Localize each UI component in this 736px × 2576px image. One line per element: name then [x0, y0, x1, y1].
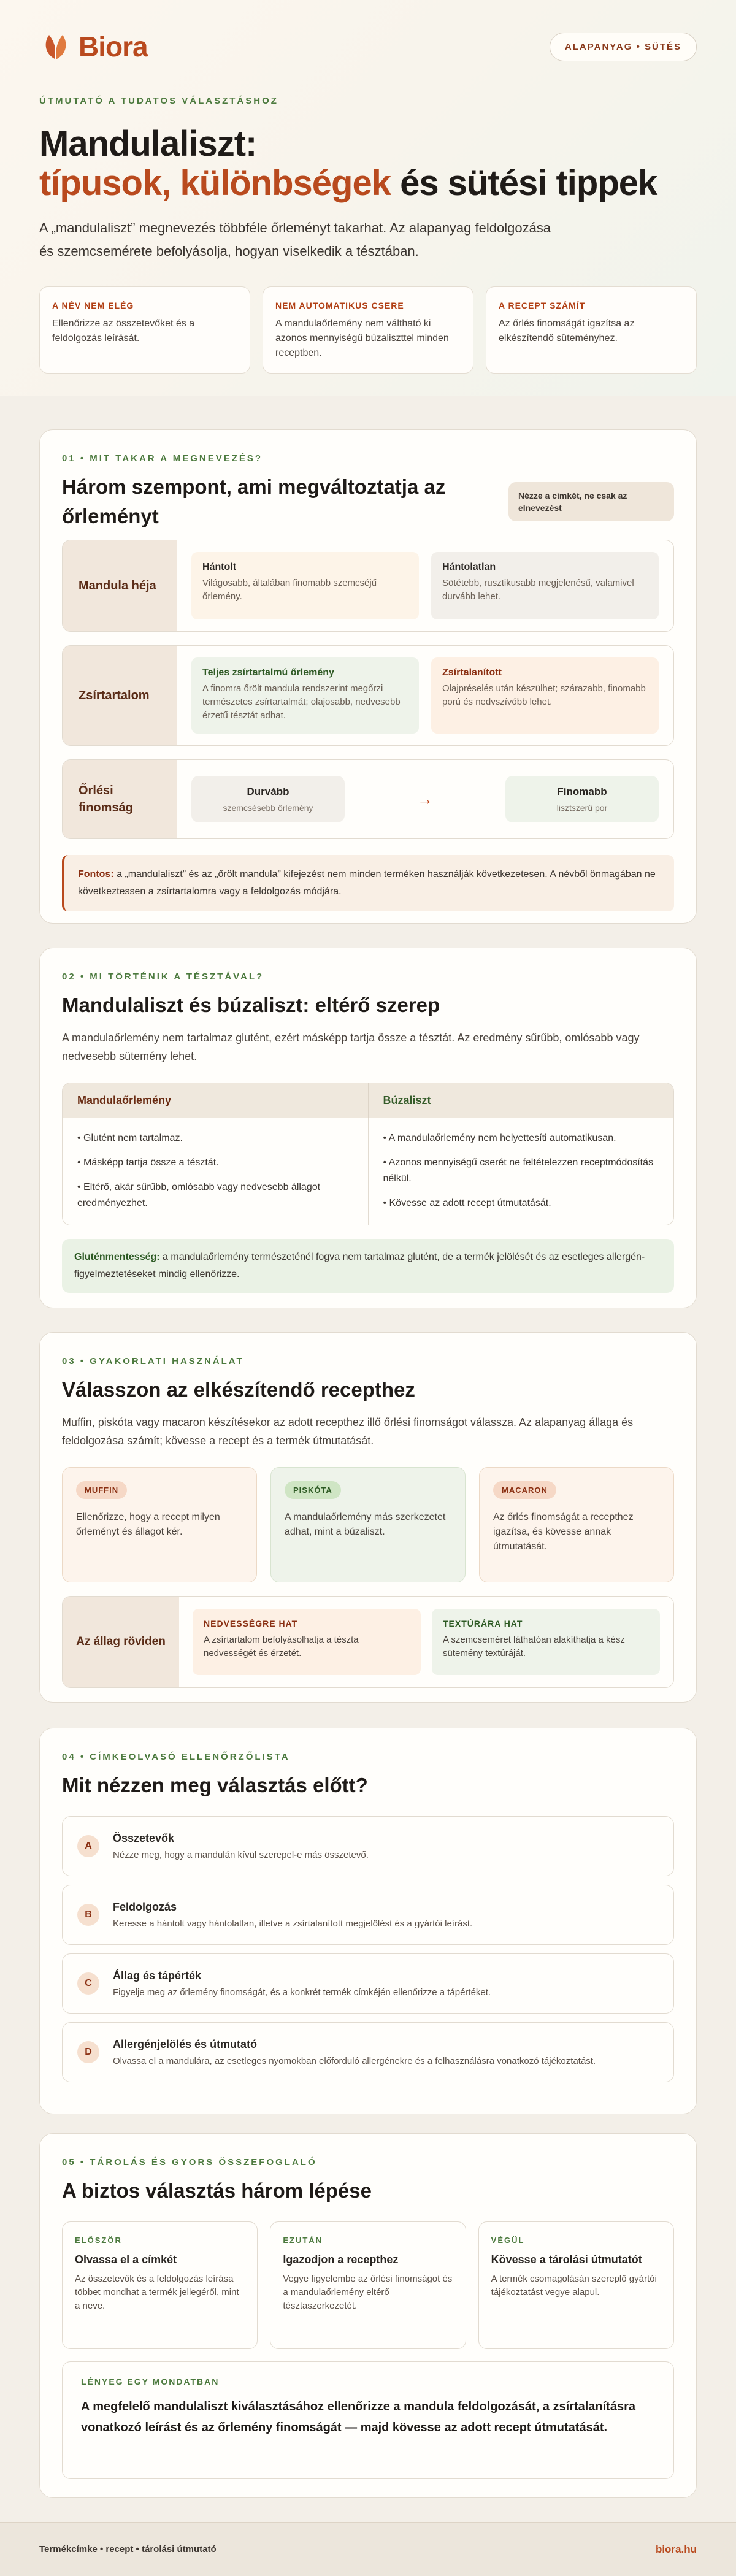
checklist-badge: A: [77, 1835, 99, 1857]
aspect-options: [177, 760, 673, 838]
checklist-desc: Olvassa el a mandulára, az esetleges nyomokban előforduló allergénekre és a felhasználásra vonatkozó tájékoztatást.: [113, 2056, 596, 2066]
checklist-item: [62, 1816, 674, 1876]
important-label: Fontos:: [78, 869, 114, 880]
option-title: Zsírtalanított: [442, 667, 502, 678]
texture-card-title: TEXTÚRÁRA HAT: [443, 1619, 523, 1628]
hero-card-title: A NÉV NEM ELÉG: [52, 301, 134, 310]
gluten-note: [62, 1239, 674, 1293]
texture-summary: [62, 1596, 674, 1688]
aspect-row-grind: [62, 759, 674, 839]
step-title: Igazodjon a recepthez: [283, 2253, 399, 2266]
option-desc: Világosabb, általában finomabb szemcséjű őrlemény.: [202, 578, 377, 602]
checklist: [62, 1816, 674, 2082]
hero-card-desc: Ellenőrizze az összetevőket és a feldolgozás leírását.: [52, 318, 195, 343]
footer: [0, 2522, 736, 2576]
option-card: [191, 657, 419, 734]
texture-card-title: NEDVESSÉGRE HAT: [204, 1619, 298, 1628]
option-desc: Olajpréselés után készülhet; szárazabb, finomabb porú és nedvszívóbb lehet.: [442, 683, 646, 707]
recipe-card-muffin: [62, 1467, 257, 1582]
grind-scale: [191, 776, 659, 822]
page-title: [39, 125, 697, 203]
hero-card: [39, 286, 250, 374]
important-note: [62, 855, 674, 911]
section-checklist: [39, 1728, 697, 2114]
hero-eyebrow: ÚTMUTATÓ A TUDATOS VÁLASZTÁSHOZ: [39, 96, 278, 106]
title-rest: és sütési tippek: [391, 163, 657, 203]
hero-card-desc: Az őrlés finomságát igazítsa az elkészítendő süteményhez.: [499, 318, 635, 343]
hero-card: [486, 286, 697, 374]
logo-link[interactable]: [39, 30, 148, 63]
aspect-label: Zsírtartalom: [63, 646, 177, 745]
section-title: Mit nézzen meg választás előtt?: [62, 1774, 368, 1796]
steps: [62, 2221, 674, 2349]
section-title: Három szempont, ami megváltoztatja az őrleményt: [62, 475, 446, 527]
checklist-desc: Keresse a hántolt vagy hántolatlan, illetve a zsírtalanított megjelölést és a gyártói leírást.: [113, 1919, 473, 1929]
recipe-card-macaron: [479, 1467, 674, 1582]
aspect-options: [177, 540, 673, 631]
list-item: • A mandulaőrlemény nem helyettesíti automatikusan.: [383, 1133, 616, 1143]
gluten-note-text: a mandulaőrlemény természeténél fogva nem tartalmaz glutént, de a termék jelölését és az esetleges allergén-figyelmeztetéseket mindig ellenőrizze.: [74, 1252, 645, 1279]
aspect-row-fat: [62, 645, 674, 746]
recipe-cards: [62, 1467, 674, 1582]
recipe-card-sponge: [270, 1467, 466, 1582]
checklist-title: Összetevők: [113, 1832, 175, 1844]
leaf-icon: [39, 30, 72, 63]
section-title: A biztos választás három lépése: [62, 2179, 372, 2202]
checklist-title: Feldolgozás: [113, 1901, 177, 1913]
list-item: • Kövesse az adott recept útmutatását.: [383, 1198, 551, 1208]
option-card: [431, 552, 659, 619]
arrow-right-icon: →: [417, 789, 433, 808]
comparison-table: [62, 1083, 674, 1225]
recipe-desc: Az őrlés finomságát a recepthez igazítsa, és kövesse annak útmutatását.: [493, 1512, 634, 1552]
grind-fine: [505, 776, 659, 822]
aspect-row-skin: [62, 540, 674, 632]
recipe-desc: Ellenőrizze, hogy a recept milyen őrleményt és állagot kér.: [76, 1512, 220, 1537]
summary-key: LÉNYEG EGY MONDATBAN: [81, 2377, 220, 2386]
gluten-note-label: Gluténmentesség:: [74, 1252, 160, 1262]
title-accent: típusok, különbségek: [39, 163, 391, 203]
hero-lead: A „mandulaliszt” megnevezés többféle őrleményt takarhat. Az alapanyag feldolgozása és szemcsemérete befolyásolja, hogyan viselkedik a tésztában.: [39, 220, 551, 259]
texture-card-desc: A szemcseméret láthatóan alakíthatja a kész sütemény textúráját.: [443, 1635, 625, 1658]
step-title: Kövesse a tárolási útmutatót: [491, 2253, 642, 2266]
texture-cards: [179, 1597, 673, 1687]
step-key: VÉGÜL: [491, 2236, 525, 2245]
option-title: Hántolt: [202, 562, 237, 572]
recipe-tag: MUFFIN: [76, 1481, 127, 1499]
section-summary: [39, 2133, 697, 2498]
checklist-text: [113, 2038, 596, 2066]
summary-text: A megfelelő mandulaliszt kiválasztásához ellenőrizze a mandula feldolgozását, a zsírtalanításra vonatkozó leírást és az őrlemény finomságát — majd kövesse az adott recept útmutatását.: [81, 2400, 635, 2434]
hero-card-desc: A mandulaőrlemény nem váltható ki azonos mennyiségű búzaliszttel minden receptben.: [275, 318, 449, 358]
category-pill[interactable]: ALAPANYAG • SÜTÉS: [550, 33, 697, 61]
section-eyebrow: 05 • TÁROLÁS ÉS GYORS ÖSSZEFOGLALÓ: [62, 2157, 317, 2168]
important-text: a „mandulaliszt” és az „őrölt mandula” kifejezést nem minden terméken használják következetesen. A névből önmagában ne következtessen a zsírtartalomra vagy a feldolgozás módjára.: [78, 869, 656, 897]
recipe-tag: MACARON: [493, 1481, 556, 1499]
aspect-options: [177, 646, 673, 745]
footer-site-link[interactable]: biora.hu: [655, 2543, 697, 2555]
logo-text: Biora: [79, 31, 148, 63]
section-eyebrow: 04 • CÍMKEOLVASÓ ELLENŐRZŐLISTA: [62, 1752, 290, 1762]
recipe-tag: PISKÓTA: [285, 1481, 341, 1499]
texture-card-moisture: [193, 1609, 421, 1675]
topbar: [39, 0, 697, 93]
option-title: Teljes zsírtartalmú őrlemény: [202, 667, 334, 678]
section-title: Válasszon az elkészítendő recepthez: [62, 1378, 415, 1401]
hero-card-title: NEM AUTOMATIKUS CSERE: [275, 301, 404, 310]
step-title: Olvassa el a címkét: [75, 2253, 177, 2266]
checklist-badge: C: [77, 1972, 99, 1995]
option-desc: Sötétebb, rusztikusabb megjelenésű, valamivel durvább lehet.: [442, 578, 634, 602]
section-head: [62, 464, 674, 531]
option-desc: A finomra őrölt mandula rendszerint megőrzi természetes zsírtartalmát; olajosabb, nedvesebb érzetű tésztát adhat.: [202, 683, 401, 721]
hero: [0, 0, 736, 396]
section-eyebrow: 01 • MIT TAKAR A MEGNEVEZÉS?: [62, 453, 263, 464]
section-recipes: [39, 1332, 697, 1703]
option-card: [191, 552, 419, 619]
section-comparison: [39, 948, 697, 1308]
checklist-item: [62, 1885, 674, 1945]
checklist-badge: B: [77, 1904, 99, 1926]
column-header-wheat: Búzaliszt: [368, 1083, 674, 1118]
section-eyebrow: 02 • MI TÖRTÉNIK A TÉSZTÁVAL?: [62, 972, 264, 982]
column-header-almond: Mandulaőrlemény: [77, 1094, 172, 1106]
checklist-title: Allergénjelölés és útmutató: [113, 2038, 258, 2050]
title-line1: Mandulaliszt:: [39, 124, 257, 164]
list-item: • Azonos mennyiségű cserét ne feltételezzen receptmódosítás nélkül.: [383, 1157, 654, 1184]
option-card: [431, 657, 659, 734]
section-naming: [39, 429, 697, 924]
hero-card-title: A RECEPT SZÁMÍT: [499, 301, 586, 310]
checklist-desc: Figyelje meg az őrlemény finomságát, és a konkrét termék címkéjén ellenőrizze a tápértéket.: [113, 1987, 491, 1998]
checklist-title: Állag és tápérték: [113, 1969, 202, 1982]
step-key: EZUTÁN: [283, 2236, 323, 2245]
recipe-desc: A mandulaőrlemény más szerkezetet adhat, mint a búzaliszt.: [285, 1512, 446, 1537]
texture-card-desc: A zsírtartalom befolyásolhatja a tészta nedvességét és érzetét.: [204, 1635, 359, 1658]
checklist-badge: D: [77, 2041, 99, 2063]
texture-label: Az állag röviden: [63, 1597, 179, 1687]
almond-column: [63, 1118, 368, 1225]
step-key: ELŐSZÖR: [75, 2236, 122, 2245]
comparison-body: [63, 1118, 673, 1225]
checklist-text: [113, 1901, 472, 1929]
aspect-label: Őrlési finomság: [63, 760, 177, 838]
footer-tagline: Termékcímke • recept • tárolási útmutató: [39, 2544, 217, 2555]
checklist-item: [62, 1953, 674, 2014]
section-subtitle: A mandulaőrlemény nem tartalmaz glutént, ezért másképp tartja össze a tésztát. Az eredmény sűrűbb, omlósabb vagy nedvesebb sütemény lehet.: [62, 1032, 640, 1062]
texture-card-texture: [432, 1609, 660, 1675]
section-subtitle: Muffin, piskóta vagy macaron készítésekor az adott recepthez illő őrlési finomságot válassza. Az alapanyag állaga és feldolgozása számít; kövesse a recept és a termék útmutatását.: [62, 1416, 634, 1447]
hero-cards: [39, 286, 697, 374]
step-card: [62, 2221, 258, 2349]
list-item: • Glutént nem tartalmaz.: [77, 1133, 183, 1143]
grind-title: Finomabb: [557, 786, 607, 797]
comparison-header: [63, 1083, 673, 1118]
checklist-desc: Nézze meg, hogy a mandulán kívül szerepel-e más összetevő.: [113, 1850, 369, 1860]
step-desc: Vegye figyelembe az őrlési finomságot és a mandulaőrlemény eltérő tésztaszerkezetét.: [283, 2274, 453, 2311]
option-title: Hántolatlan: [442, 562, 496, 572]
grind-desc: lisztszerű por: [556, 803, 608, 813]
summary-box: [62, 2361, 674, 2479]
checklist-text: [113, 1832, 369, 1860]
checklist-text: [113, 1969, 491, 1998]
list-item: • Másképp tartja össze a tésztát.: [77, 1157, 219, 1168]
grind-desc: szemcsésebb őrlemény: [223, 803, 313, 813]
aspect-label: Mandula héja: [63, 540, 177, 631]
step-desc: Az összetevők és a feldolgozás leírása többet mondhat a termék jellegéről, mint a neve.: [75, 2274, 239, 2311]
step-card: [270, 2221, 466, 2349]
grind-coarse: [191, 776, 345, 822]
section-title: Mandulaliszt és búzaliszt: eltérő szerep: [62, 994, 440, 1016]
label-note-pill: Nézze a címkét, ne csak az elnevezést: [508, 482, 674, 521]
list-item: • Eltérő, akár sűrűbb, omlósabb vagy nedvesebb állagot eredményezhet.: [77, 1182, 321, 1208]
grind-title: Durvább: [247, 786, 289, 797]
checklist-item: [62, 2022, 674, 2082]
step-desc: A termék csomagolásán szereplő gyártói tájékoztatást vegye alapul.: [491, 2274, 657, 2298]
hero-card: [263, 286, 473, 374]
step-card: [478, 2221, 674, 2349]
section-eyebrow: 03 • GYAKORLATI HASZNÁLAT: [62, 1356, 244, 1367]
wheat-column: [368, 1118, 674, 1225]
